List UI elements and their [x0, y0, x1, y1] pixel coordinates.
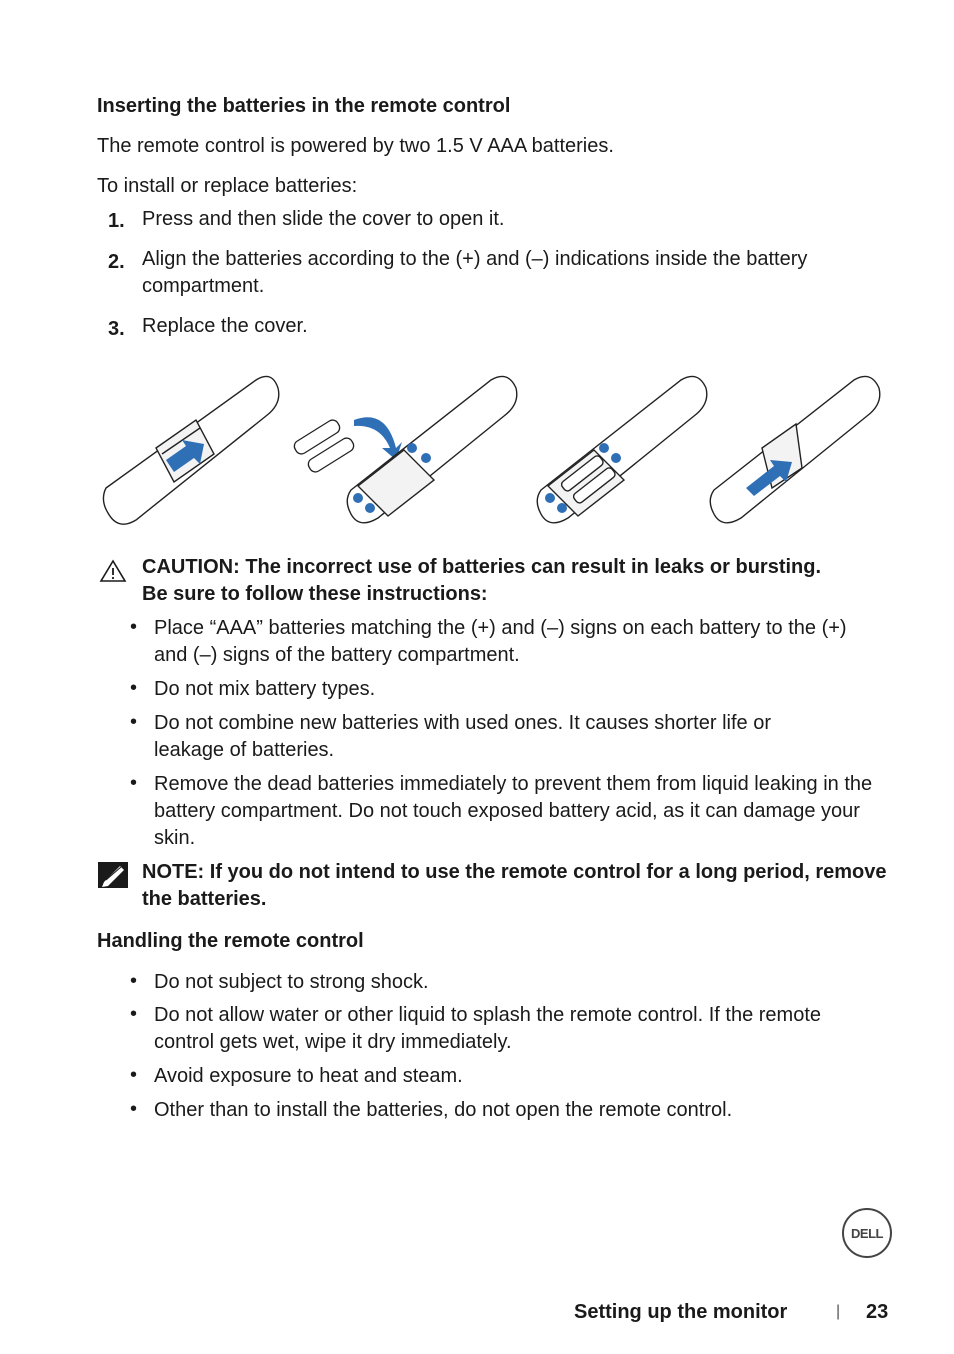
step-number: 2. [108, 251, 125, 273]
battery-installation-illustration [96, 368, 896, 533]
remote-replace-cover-icon [710, 376, 880, 522]
caution-triangle-icon [99, 559, 127, 583]
note-text: NOTE: If you do not intend to use the remote control for a long period, remove the batteries. [142, 861, 887, 910]
step-text: Replace the cover. [142, 315, 308, 337]
bullet-dot: • [130, 1003, 138, 1025]
list-item: Do not combine new batteries with used ones. It causes shorter life or leakage of batteries. [154, 712, 771, 761]
step-text: Press and then slide the cover to open it. [142, 208, 505, 230]
install-text: To install or replace batteries: [97, 175, 358, 197]
caution-text: CAUTION: The incorrect use of batteries can result in leaks or bursting. Be sure to follow these instructions: [142, 556, 822, 605]
remote-batteries-inserted-icon [537, 376, 707, 522]
remote-compartment-icon [347, 376, 517, 522]
step-number: 1. [108, 210, 125, 232]
intro-text: The remote control is powered by two 1.5 V AAA batteries. [97, 135, 614, 157]
step-text: Align the batteries according to the (+) and (–) indications inside the battery compartment. [142, 248, 808, 297]
list-item: Other than to install the batteries, do not open the remote control. [154, 1099, 733, 1121]
aaa-battery-icon [292, 418, 356, 474]
page-number: 23 [866, 1301, 889, 1323]
footer-section-title: Setting up the monitor [574, 1301, 788, 1323]
footer-separator: | [836, 1303, 841, 1320]
bullet-dot: • [130, 711, 138, 733]
section-heading-handling: Handling the remote control [97, 930, 364, 952]
list-item: Do not allow water or other liquid to splash the remote control. If the remote control gets wet, wipe it dry immediately. [154, 1004, 822, 1053]
bullet-dot: • [130, 772, 138, 794]
bullet-dot: • [130, 616, 138, 638]
bullet-dot: • [130, 1064, 138, 1086]
curved-arrow-icon [354, 417, 402, 460]
list-item: Do not mix battery types. [154, 678, 376, 700]
list-item: Avoid exposure to heat and steam. [154, 1065, 463, 1087]
note-pencil-icon [98, 862, 128, 888]
list-item: Remove the dead batteries immediately to prevent them from liquid leaking in the battery compartment. Do not touch exposed battery acid, as it can damage your skin. [154, 773, 873, 849]
bullet-dot: • [130, 970, 138, 992]
step-number: 3. [108, 318, 125, 340]
bullet-dot: • [130, 1098, 138, 1120]
list-item: Do not subject to strong shock. [154, 971, 429, 993]
dell-logo: DELL [842, 1208, 892, 1258]
list-item: Place “AAA” batteries matching the (+) and (–) signs on each battery to the (+) and (–) signs of the battery compartment. [154, 617, 847, 666]
bullet-dot: • [130, 677, 138, 699]
section-heading-batteries: Inserting the batteries in the remote control [97, 95, 511, 117]
